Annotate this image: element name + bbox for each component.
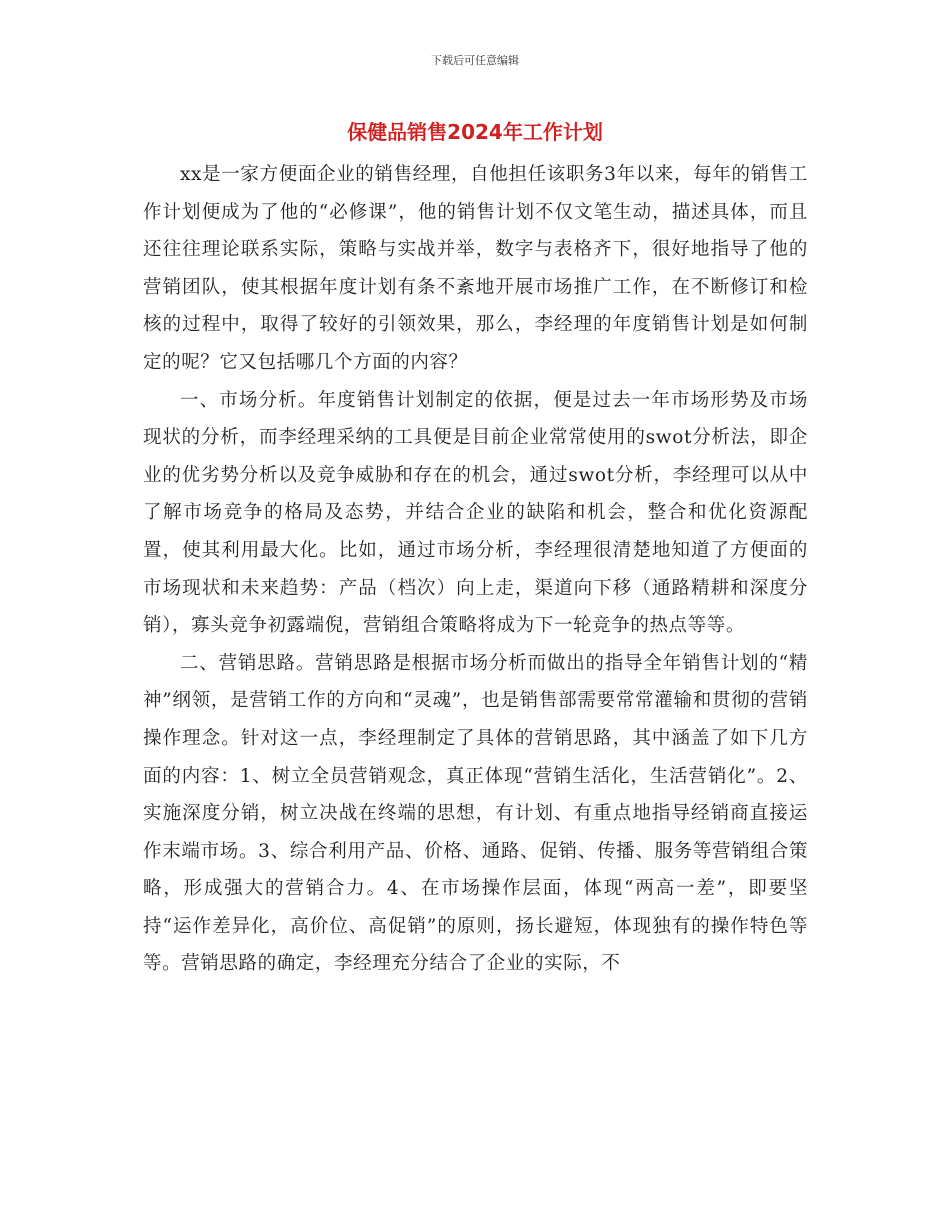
paragraph-intro: xx是一家方便面企业的销售经理，自他担任该职务3年以来，每年的销售工作计划便成为了他的“必修课”，他的销售计划不仅文笔生动，描述具体，而且还往往理论联系实际，策略与实战并举，数字与表格齐下，很好地指导了他的营销团队，使其根据年度计划有条不紊地开展市场推广工作，在不断修订和检核的过程中，取得了较好的引领效果，那么，李经理的年度销售计划是如何制定的呢？它又包括哪几个方面的内容？ [143,164,808,373]
paragraph-marketing-ideas: 二、营销思路。营销思路是根据市场分析而做出的指导全年销售计划的“精神”纲领，是营销工作的方向和“灵魂”，也是销售部需要常常灌输和贯彻的营销操作理念。针对这一点，李经理制定了具体的营销思路，其中涵盖了如下几方面的内容：1、树立全员营销观念，真正体现“营销生活化，生活营销化”。2、实施深度分销，树立决战在终端的思想，有计划、有重点地指导经销商直接运作末端市场。3、综合利用产品、价格、通路、促销、传播、服务等营销组合策略，形成强大的营销合力。4、在市场操作层面，体现“两高一差”，即要坚持“运作差异化，高价位、高促销”的原则，扬长避短，体现独有的操作特色等等。营销思路的确定，李经理充分结合了企业的实际，不 [143,652,808,975]
paragraph-market-analysis: 一、市场分析。年度销售计划制定的依据，便是过去一年市场形势及市场现状的分析，而李经理采纳的工具便是目前企业常常使用的swot分析法，即企业的优劣势分析以及竞争威胁和存在的机会，通过swot分析，李经理可以从中了解市场竞争的格局及态势，并结合企业的缺陷和机会，整合和优化资源配置，使其利用最大化。比如，通过市场分析，李经理很清楚地知道了方便面的市场现状和未来趋势：产品（档次）向上走，渠道向下移（通路精耕和深度分销），寡头竞争初露端倪，营销组合策略将成为下一轮竞争的热点等等。 [143,389,808,637]
document-title: 保健品销售2024年工作计划 [347,120,603,144]
document-body [143,156,808,983]
page-header-note: 下载后可任意编辑 [431,54,519,67]
